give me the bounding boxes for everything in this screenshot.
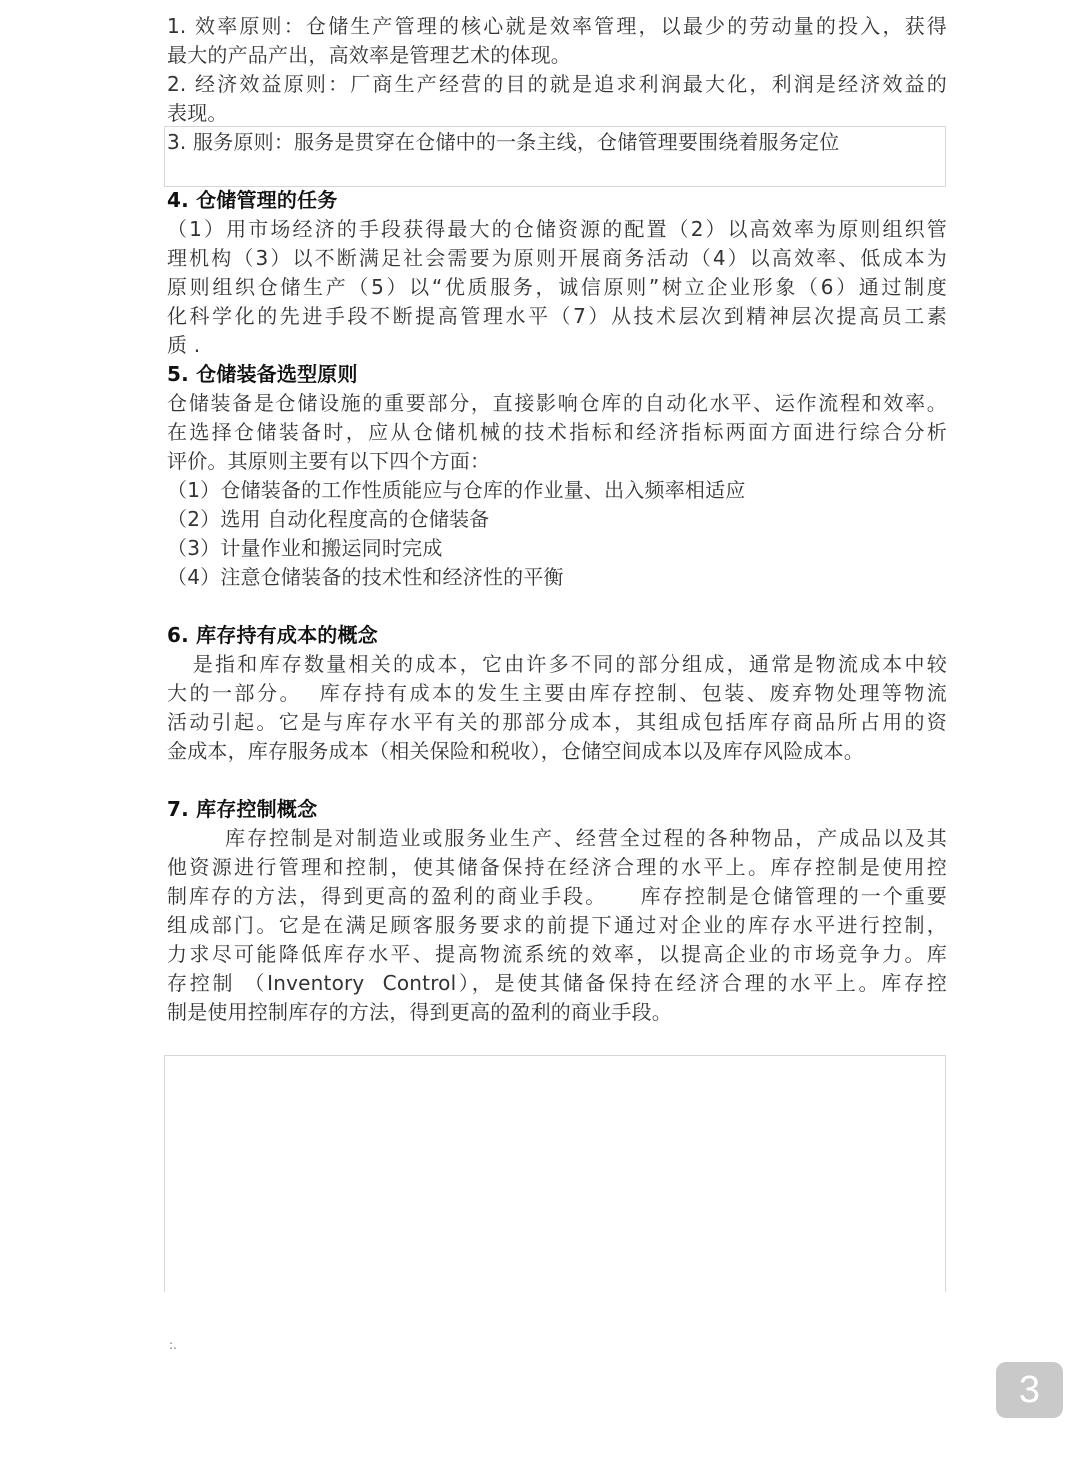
section-6-line: 活动引起。它是与库存水平有关的那部分成本，其组成包括库存商品所占用的资	[167, 710, 947, 734]
principle-efficiency-line-1: 1. 效率原则：仓储生产管理的核心就是效率管理，以最少的劳动量的投入，获得	[167, 14, 947, 38]
empty-text-box	[164, 1055, 946, 1292]
section-4-heading: 4. 仓储管理的任务	[167, 188, 338, 212]
section-7-line: 制是使用控制库存的方法，得到更高的盈利的商业手段。	[167, 1000, 672, 1024]
footer-marks: :.	[169, 1338, 177, 1352]
section-4-line: 质 .	[167, 333, 201, 357]
section-5-list-item: （4）注意仓储装备的技术性和经济性的平衡	[167, 565, 564, 589]
section-6-line: 大的一部分。 库存持有成本的发生主要由库存控制、包装、废弃物处理等物流	[167, 681, 947, 705]
section-5-line: 仓储装备是仓储设施的重要部分，直接影响仓库的自动化水平、运作流程和效率。	[167, 391, 947, 415]
page-number-badge: 3	[996, 1362, 1063, 1418]
section-7-line: 他资源进行管理和控制，使其储备保持在经济合理的水平上。库存控制是使用控	[167, 855, 947, 879]
principle-economic-line-1: 2. 经济效益原则：厂商生产经营的目的就是追求利润最大化，利润是经济效益的	[167, 72, 947, 96]
section-5-list-item: （2）选用 自动化程度高的仓储装备	[167, 507, 490, 531]
section-7-line: 库存控制是对制造业或服务业生产、经营全过程的各种物品，产成品以及其	[167, 826, 947, 850]
section-6-heading: 6. 库存持有成本的概念	[167, 623, 378, 647]
section-5-line: 评价。其原则主要有以下四个方面：	[167, 449, 491, 473]
section-5-list-item: （3）计量作业和搬运同时完成	[167, 536, 443, 560]
section-4-line: （1）用市场经济的手段获得最大的仓储资源的配置（2）以高效率为原则组织管	[167, 217, 947, 241]
principle-economic-line-2: 表现。	[167, 101, 228, 125]
section-7-heading: 7. 库存控制概念	[167, 797, 318, 821]
section-5-list-item: （1）仓储装备的工作性质能应与仓库的作业量、出入频率相适应	[167, 478, 746, 502]
section-4-line: 化科学化的先进手段不断提高管理水平（7）从技术层次到精神层次提高员工素	[167, 304, 947, 328]
section-7-line: 存控制 （Inventory Control），是使其储备保持在经济合理的水平上。库存控	[167, 971, 947, 995]
section-6-line: 是指和库存数量相关的成本，它由许多不同的部分组成，通常是物流成本中较	[167, 652, 947, 676]
section-6-line: 金成本，库存服务成本（相关保险和税收），仓储空间成本以及库存风险成本。	[167, 739, 864, 763]
section-5-line: 在选择仓储装备时，应从仓储机械的技术指标和经济指标两面方面进行综合分析	[167, 420, 947, 444]
section-7-line: 制库存的方法，得到更高的盈利的商业手段。 库存控制是仓储管理的一个重要	[167, 884, 947, 908]
section-7-line: 力求尽可能降低库存水平、提高物流系统的效率，以提高企业的市场竞争力。库	[167, 942, 947, 966]
section-4-line: 理机构（3）以不断满足社会需要为原则开展商务活动（4）以高效率、低成本为	[167, 246, 947, 270]
principle-service-line-1: 3. 服务原则：服务是贯穿在仓储中的一条主线，仓储管理要围绕着服务定位	[167, 130, 840, 154]
principle-efficiency-line-2: 最大的产品产出，高效率是管理艺术的体现。	[167, 43, 571, 67]
section-4-line: 原则组织仓储生产（5）以“优质服务，诚信原则”树立企业形象（6）通过制度	[167, 275, 947, 299]
section-5-heading: 5. 仓储装备选型原则	[167, 362, 358, 386]
section-7-line: 组成部门。它是在满足顾客服务要求的前提下通过对企业的库存水平进行控制，	[167, 913, 947, 937]
